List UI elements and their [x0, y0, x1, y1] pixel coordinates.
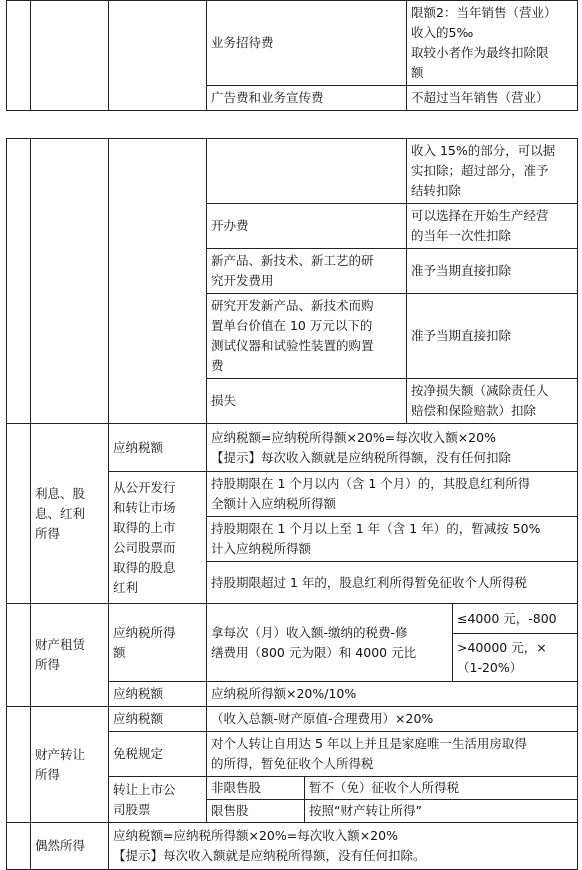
section-margin [7, 823, 31, 870]
condition-2: >40000 元，× （1-20%） [453, 634, 578, 682]
income-tax-table [6, 138, 578, 870]
subvalue-cell: 暂不（免）征收个人所得税 [309, 780, 460, 795]
table2-col-c [109, 139, 207, 424]
label-cell: 从公开发行 和转让市场 取得的上市 公司股票而 取得的股息 红利 [109, 472, 207, 604]
subvalue-cell: 按照“财产转让所得” [309, 803, 422, 818]
rule-cell: 可以选择在开始生产经营 的当年一次性扣除 [407, 204, 578, 249]
formula-cell: 拿每次（月）收入额-缴纳的税费-修 缮费用（800 元为限）和 4000 元比 [207, 604, 453, 682]
section-margin [7, 604, 31, 707]
rule-cell: 不超过当年销售（营业） [407, 86, 578, 111]
rule-cell: 限额2：当年销售（营业） 收入的5‰ 取较小者作为最终扣除限 额 [407, 1, 578, 86]
sublabel-cell: 限售股 [207, 800, 305, 822]
table1-col-b [31, 1, 109, 111]
formula-cell: 应纳税额=应纳税所得额×20%=每次收入额×20% 【提示】每次收入额就是应纳税所得额，没有任何扣除 [207, 424, 578, 472]
label-cell: 应纳税额 [109, 707, 207, 732]
item-cell: 新产品、新技术、新工艺的研 究开发费用 [207, 249, 407, 294]
label-cell: 应纳税所得 额 [109, 604, 207, 682]
section-margin [7, 707, 31, 823]
deduction-table-top [6, 0, 578, 111]
label-cell: 免税规定 [109, 732, 207, 777]
holding-rule-2: 持股期限在 1 个月以上至 1 年（含 1 年）的，暂减按 50% 计入应纳税所得额 [207, 517, 578, 562]
item-cell: 广告费和业务宣传费 [207, 86, 407, 111]
table2-col-b [31, 139, 109, 424]
item-cell [207, 139, 407, 204]
category-rent: 财产租赁 所得 [31, 604, 109, 707]
holding-rule-1: 持股期限在 1 个月以内（含 1 个月）的，其股息红利所得 全额计入应纳税所得额 [207, 472, 578, 517]
table1-col-c [109, 1, 207, 111]
section-margin [7, 424, 31, 604]
rule-cell: 收入 15%的部分，可以据 实扣除；超过部分，准予 结转扣除 [407, 139, 578, 204]
exempt-text: 对个人转让自用达 5 年以上并且是家庭唯一生活用房取得 的所得，暂免征收个人所得税 [207, 732, 578, 777]
rule-cell: 准予当期直接扣除 [407, 294, 578, 379]
formula-cell: 应纳税所得额×20%/10% [207, 682, 578, 707]
table1-col-a [7, 1, 31, 111]
stock-subrow [207, 777, 578, 800]
item-cell: 业务招待费 [207, 1, 407, 86]
category-accidental: 偶然所得 [31, 823, 109, 870]
item-cell: 研究开发新产品、新技术而购 置单台价值在 10 万元以下的 测试仪器和试验性装置的购置 费 [207, 294, 407, 379]
sublabel-cell: 非限售股 [207, 777, 305, 799]
condition-1: ≤4000 元，-800 [453, 604, 578, 634]
label-cell: 转让上市公 司股票 [109, 777, 207, 823]
formula-cell: 应纳税额=应纳税所得额×20%=每次收入额×20% 【提示】每次收入额就是应纳税所得额，没有任何扣除。 [109, 823, 578, 870]
label-cell: 应纳税额 [109, 682, 207, 707]
formula-cell: （收入总额-财产原值-合理费用）×20% [207, 707, 578, 732]
stock-subrow [207, 800, 578, 823]
label-cell: 应纳税额 [109, 424, 207, 472]
item-cell: 损失 [207, 379, 407, 424]
table2-col-a [7, 139, 31, 424]
holding-rule-3: 持股期限超过 1 年的，股息红利所得暂免征收个人所得税 [207, 562, 578, 604]
rule-cell: 准予当期直接扣除 [407, 249, 578, 294]
item-cell: 开办费 [207, 204, 407, 249]
category-transfer: 财产转让 所得 [31, 707, 109, 823]
category-interest: 利息、股 息、红利 所得 [31, 424, 109, 604]
rule-cell: 按净损失额（减除责任人 赔偿和保险赔款）扣除 [407, 379, 578, 424]
